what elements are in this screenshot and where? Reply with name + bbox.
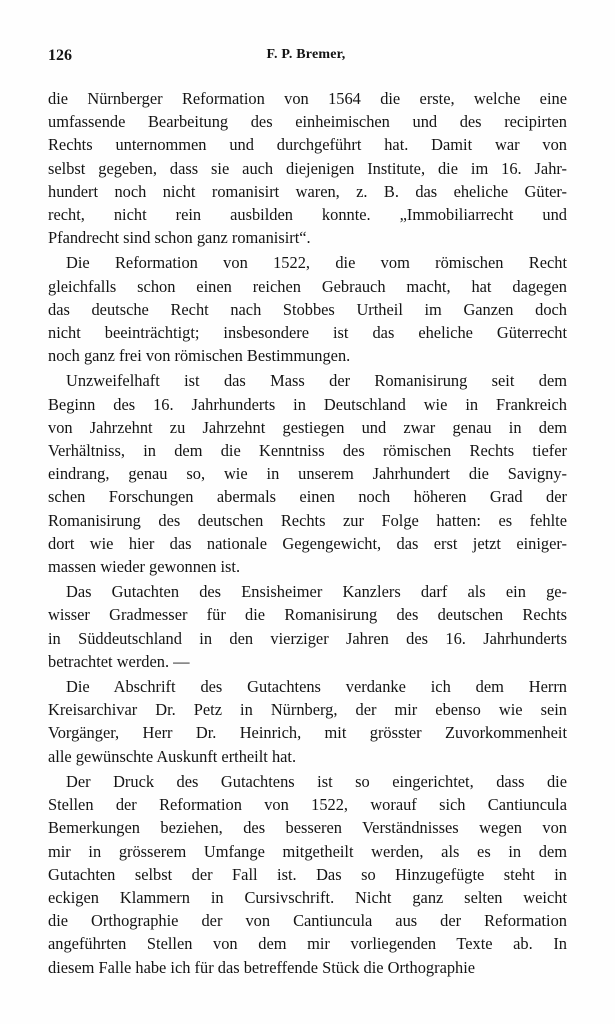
text-line: schen Forschungen abermals einen noch höheren Grad der bbox=[48, 487, 567, 507]
text-line: Die Abschrift des Gutachtens verdanke ich dem Herrn bbox=[66, 677, 567, 697]
header-author: F. P. Bremer, bbox=[266, 47, 346, 62]
text-line: Das Gutachten des Ensisheimer Kanzlers darf als ein ge- bbox=[66, 582, 567, 602]
text-line: eindrang, genau so, wie in unserem Jahrhundert die Savigny- bbox=[48, 464, 567, 484]
text-line: selbst gegeben, dass sie auch diejenigen Institute, die im 16. Jahr- bbox=[48, 158, 567, 178]
text-line: betrachtet werden. — bbox=[48, 651, 190, 671]
text-line: Romanisirung des deutschen Rechts zur Folge hatten: es fehlte bbox=[48, 510, 567, 530]
body-text bbox=[48, 87, 567, 979]
text-line: Bemerkungen beziehen, des besseren Verständnisses wegen von bbox=[48, 818, 567, 838]
text-line: wisser Gradmesser für die Romanisirung des deutschen Rechts bbox=[48, 605, 567, 625]
text-line: von Jahrzehnt zu Jahrzehnt gestiegen und zwar genau in dem bbox=[48, 417, 567, 437]
text-line: das deutsche Recht nach Stobbes Urtheil im Ganzen doch bbox=[48, 299, 567, 319]
text-line: dort wie hier das nationale Gegengewicht, das erst jetzt einiger- bbox=[48, 533, 567, 553]
paragraph bbox=[48, 580, 567, 673]
text-line: Kreisarchivar Dr. Petz in Nürnberg, der mir ebenso wie sein bbox=[48, 700, 567, 720]
text-line: noch ganz frei von römischen Bestimmungen. bbox=[48, 346, 351, 366]
text-line: die Orthographie der von Cantiuncula aus der Reformation bbox=[48, 911, 567, 931]
paragraph bbox=[48, 675, 567, 768]
text-line: massen wieder gewonnen ist. bbox=[48, 557, 241, 577]
page-number: 126 bbox=[48, 47, 72, 64]
paragraph bbox=[48, 251, 567, 367]
text-line: Gutachten selbst der Fall ist. Das so Hinzugefügte steht in bbox=[48, 864, 567, 884]
text-line: in Süddeutschland in den vierziger Jahren des 16. Jahrhunderts bbox=[48, 628, 567, 648]
text-line: alle gewünschte Auskunft ertheilt hat. bbox=[48, 746, 297, 766]
text-line: umfassende Bearbeitung des einheimischen und des recipirten bbox=[48, 112, 567, 132]
paragraph bbox=[48, 770, 567, 979]
text-line: Rechts unternommen und durchgeführt hat. Damit war von bbox=[48, 135, 567, 155]
paragraph bbox=[48, 369, 567, 578]
text-line: eckigen Klammern in Cursivschrift. Nicht ganz selten weicht bbox=[48, 887, 567, 907]
text-line: Vorgänger, Herr Dr. Heinrich, mit grösster Zuvorkommenheit bbox=[48, 723, 567, 743]
paragraph bbox=[48, 87, 567, 249]
text-line: Beginn des 16. Jahrhunderts in Deutschland wie in Frankreich bbox=[48, 394, 567, 414]
text-line: nicht beeinträchtigt; insbesondere ist das eheliche Güterrecht bbox=[48, 323, 567, 343]
text-line: hundert noch nicht romanisirt waren, z. B. das eheliche Güter- bbox=[48, 181, 567, 201]
text-line: Unzweifelhaft ist das Mass der Romanisirung seit dem bbox=[66, 371, 567, 391]
text-line: Pfandrecht sind schon ganz romanisirt“. bbox=[48, 228, 311, 248]
running-head bbox=[48, 47, 564, 71]
text-line: angeführten Stellen von dem mir vorliegenden Texte ab. In bbox=[48, 934, 567, 954]
text-line: diesem Falle habe ich für das betreffende Stück die Orthographie bbox=[48, 957, 476, 977]
text-line: Verhältniss, in dem die Kenntniss des römischen Rechts tiefer bbox=[48, 441, 567, 461]
text-line: Der Druck des Gutachtens ist so eingerichtet, dass die bbox=[66, 771, 567, 791]
text-line: die Nürnberger Reformation von 1564 die erste, welche eine bbox=[48, 89, 567, 108]
text-line: recht, nicht rein ausbilden konnte. „Immobiliarrecht und bbox=[48, 205, 567, 225]
text-line: gleichfalls schon einen reichen Gebrauch macht, hat dagegen bbox=[48, 276, 567, 296]
text-line: mir in grösserem Umfange mitgetheilt werden, als es in dem bbox=[48, 841, 567, 861]
text-line: Die Reformation von 1522, die vom römischen Recht bbox=[66, 253, 567, 273]
text-line: Stellen der Reformation von 1522, worauf sich Cantiuncula bbox=[48, 795, 567, 815]
